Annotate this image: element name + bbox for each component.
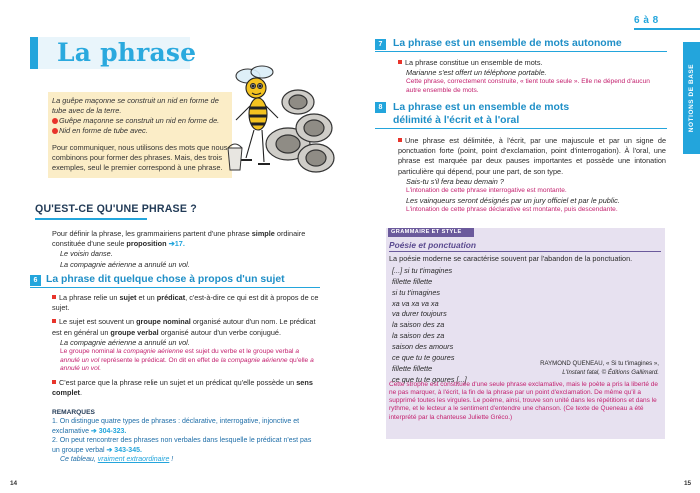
bullet-icon (52, 295, 56, 299)
poem-line: [...] si tu t'imagines (392, 266, 453, 275)
intro-text (52, 96, 228, 173)
page-title: La phrase (57, 38, 197, 67)
bullet-icon (52, 380, 56, 384)
poem-line: va durer toujours (392, 309, 447, 319)
poem-line: ce que tu te goures [...] (392, 374, 467, 384)
section-heading: QU'EST-CE QU'UNE PHRASE ? (35, 203, 197, 215)
section-7-body (398, 58, 666, 96)
remark-2: 2. On peut rencontrer des phrases non verbales dans lesquelle le prédicat n'est pas un groupe verbal ➔ 343-345. (52, 437, 312, 454)
page-number-left: 14 (10, 480, 18, 487)
remarks-block (52, 408, 318, 465)
section-8-note-2: L'intonation de cette phrase déclarative est montante, puis descendante. (406, 205, 618, 213)
side-tab (683, 42, 700, 154)
section-6-point-3: C'est parce que la phrase relie un sujet et un prédicat qu'elle possède un sens complet. (52, 377, 313, 397)
definition-example-2: La compagnie aérienne a annulé un vol. (60, 259, 190, 269)
poem-line: saison des amours (392, 342, 454, 352)
poem-line: si tu t'imagines (392, 287, 441, 297)
poem-citation (535, 360, 659, 378)
definition-example-1: Le voisin danse. (60, 249, 113, 259)
section-6-title: La phrase dit quelque chose à propos d'un sujet (46, 274, 285, 285)
section-number-7: 7 (375, 39, 386, 50)
section-6-point-2: Le sujet est souvent un groupe nominal organisé autour d'un nom. Le prédicat est en général un groupe verbal organisé autour d'un verbe conjugué. (52, 317, 316, 337)
poem-author: RAYMOND QUENEAU, « Si tu t'imagines », (540, 360, 659, 367)
bullet-icon (52, 319, 56, 323)
intro-example-3: Nid en forme de tube avec. (52, 126, 228, 136)
section-7-example: Marianne s'est offert un téléphone portable. (406, 68, 547, 78)
poem-source: L'Instant fatal, © Éditions Gallimard. (562, 368, 659, 376)
intro-example-1: La guêpe maçonne se construit un nid en forme de tube avec de la terre. (52, 96, 219, 116)
grammar-style-tag: GRAMMAIRE ET STYLE (388, 228, 474, 237)
section-8-example-1: Sais-tu s'il fera beau demain ? (406, 176, 504, 186)
section-6-note: Le groupe nominal la compagnie aérienne est sujet du verbe et le groupe verbal a annulé un vol représente le prédicat. On dit en effet de la compagnie aérienne qu'elle a annulé un vol. (60, 348, 314, 373)
section-8-point: Une phrase est délimitée, à l'écrit, par une majuscule et par un signe de ponctuation forte (point, point d'exclamation, point d'interrogation). À l'oral, une phrase est marquée par deux pauses importantes et possède une intonation particulière qui dépend, pour une part, de son type. (398, 136, 666, 176)
remark-2-underlined: vraiment extraordinaire (97, 456, 170, 464)
grammar-style-note: Cette strophe est constituée d'une seule phrase exclamative, mais le poète a pris la liberté de ne pas marquer, à l'écrit, la fin de la phrase par un point d'exclamation. De même qu'il a supprimé toutes les virgules. Le poème, ainsi, trouve son unité dans les répétitions et dans le rythme, et le lecteur a le sentiment d'entendre une chanson. (Ce texte de Queneau a été interprété par la chanteuse Juliette Gréco.) (389, 381, 658, 421)
section-8-title: La phrase est un ensemble de mots délimité à l'écrit et à l'oral (393, 102, 570, 126)
section-6-body (52, 293, 320, 398)
side-tab-label: NOTIONS DE BASE (687, 63, 695, 133)
grammar-style-title: Poésie et ponctuation (389, 240, 477, 250)
section-number-8: 8 (375, 102, 386, 113)
intro-paragraph: Pour communiquer, nous utilisons des mots que nous combinons pour former des phrases. Mais, des trois exemples, seul le premier correspond à une phrase. (52, 143, 228, 173)
section-6-point-1: La phrase relie un sujet et un prédicat, c'est-à-dire ce qui est dit à propos de ce sujet. (52, 293, 319, 313)
section-heading-underline (35, 218, 147, 220)
clay-tubes (266, 90, 334, 172)
poem-line: la saison des za (392, 320, 445, 330)
remark-2-example: Ce tableau, vraiment extraordinaire ! (60, 456, 174, 464)
section-8-rule (375, 128, 667, 129)
remarks-heading: REMARQUES (52, 409, 95, 416)
section-8-example-2: Les vainqueurs seront désignés par un jury officiel et par le public. (406, 195, 620, 205)
poem-line: ce que tu te goures (392, 352, 455, 362)
definition-paragraph: Pour définir la phrase, les grammairiens partent d'une phrase simple ordinaire constituée d'une seule proposition ➔17. Le voisin danse. La compagnie aérienne a annulé un vol. (52, 229, 314, 270)
chapter-range-rule (634, 28, 700, 30)
intro-example-2: Guêpe maçonne se construit un nid en forme de. (52, 116, 228, 126)
section-7-note: Cette phrase, correctement construite, « tient toute seule ». Elle ne dépend d'aucun autre ensemble de mots. (406, 78, 650, 94)
grammar-style-intro: La poésie moderne se caractérise souvent par l'abandon de la ponctuation. (389, 254, 633, 263)
section-8-body (398, 136, 666, 214)
section-6-example: La compagnie aérienne a annulé un vol. (60, 337, 190, 347)
bucket (228, 144, 242, 170)
poem-line: fillette fillette (392, 363, 433, 373)
wrong-mark-icon (52, 128, 58, 134)
section-8-note-1: L'intonation de cette phrase interrogative est montante. (406, 187, 567, 195)
poem-line: fillette fillette (392, 276, 433, 286)
remark-1: 1. On distingue quatre types de phrases : déclarative, interrogative, injonctive et exclamative ➔ 304-323. (52, 418, 300, 435)
title-accent-bar (30, 37, 38, 69)
poem-line: xa va xa va xa (392, 298, 439, 308)
grammar-style-rule (389, 251, 661, 252)
bee-illustration (226, 62, 336, 182)
bullet-icon (398, 60, 402, 64)
section-number-6: 6 (30, 275, 41, 286)
bullet-icon (398, 138, 402, 142)
poem (392, 266, 467, 385)
poem-line: la saison des za (392, 331, 445, 341)
chapter-range-label: 6 à 8 (634, 15, 659, 26)
wrong-mark-icon (52, 118, 58, 124)
section-7-title: La phrase est un ensemble de mots autonome (393, 38, 622, 49)
section-7-point: La phrase constitue un ensemble de mots. (398, 58, 666, 68)
section-7-rule (375, 51, 667, 52)
page-number-right: 15 (684, 480, 692, 487)
section-6-rule (30, 287, 320, 288)
